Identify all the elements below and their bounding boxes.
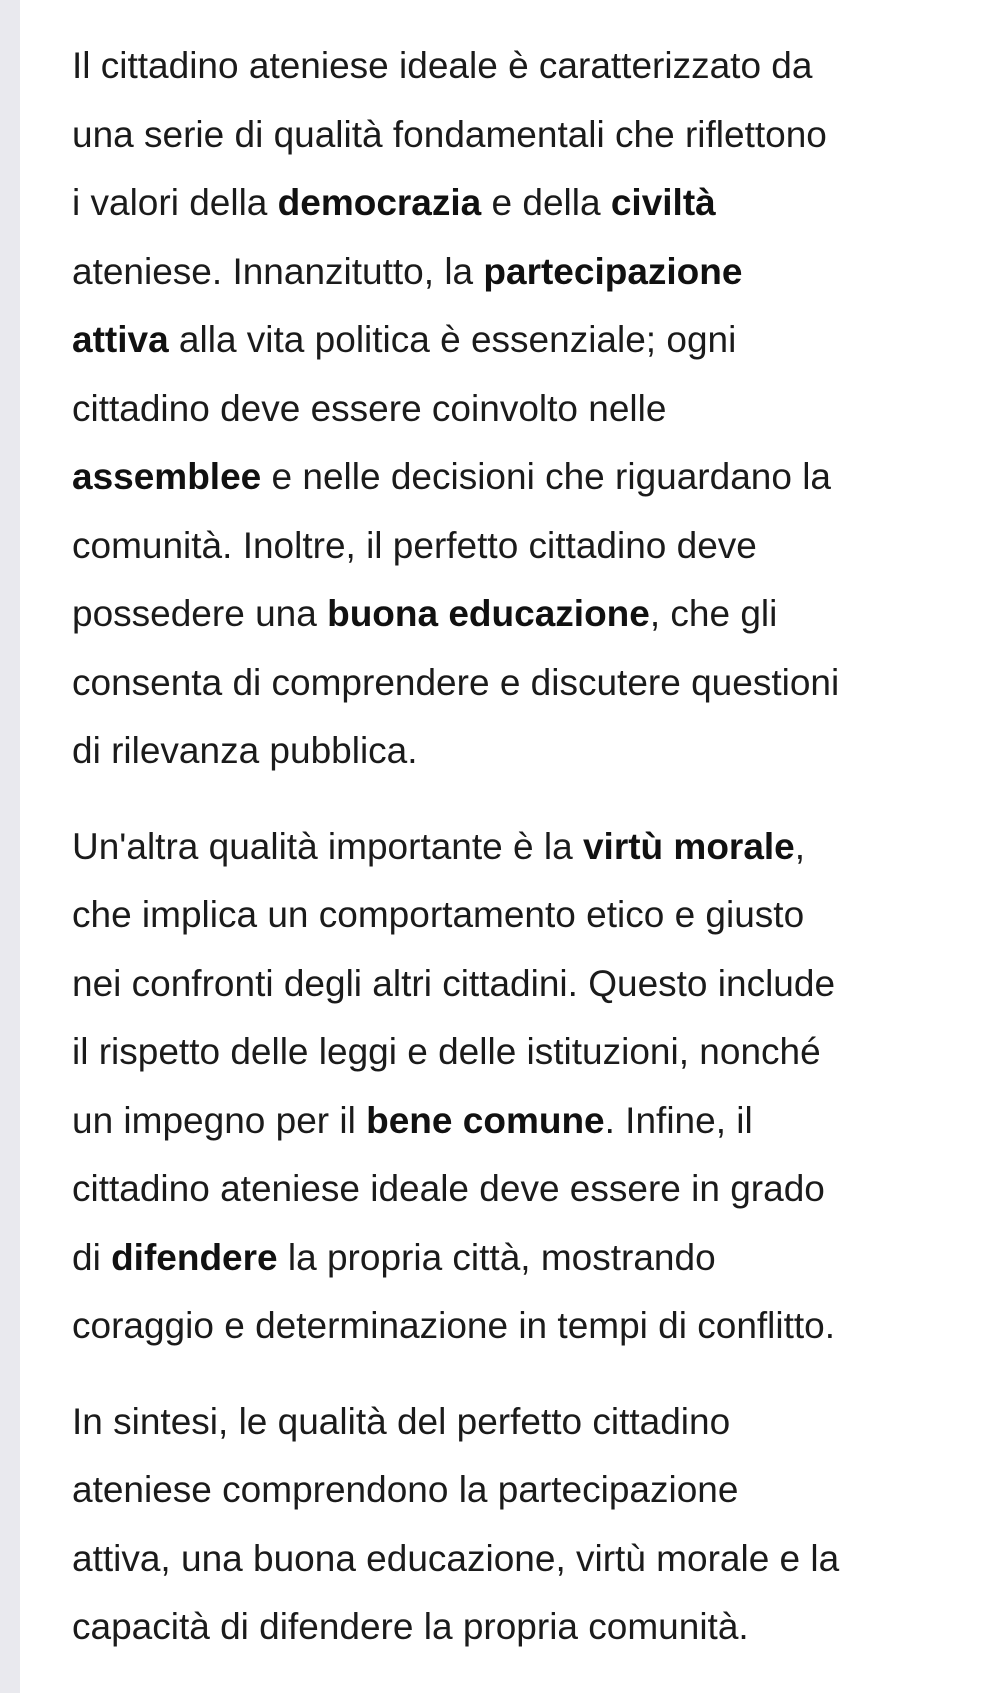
- bold-term: buona educazione: [327, 593, 650, 634]
- text-line: In sintesi, le qualità del perfetto cittadino: [72, 1400, 731, 1442]
- text-line: i valori della democrazia e della civiltà: [72, 182, 716, 223]
- paragraph-3: [72, 1388, 984, 1662]
- text-line: capacità di difendere la propria comunità.: [72, 1606, 749, 1647]
- text-line: Il cittadino ateniese ideale è caratterizzato da: [72, 45, 813, 86]
- text-line: coraggio e determinazione in tempi di conflitto.: [72, 1305, 836, 1346]
- text-line: comunità. Inoltre, il perfetto cittadino deve: [72, 524, 757, 566]
- text-line: ateniese. Innanzitutto, la partecipazione: [72, 250, 743, 292]
- text-line: il rispetto delle leggi e delle istituzioni, nonché: [72, 1031, 821, 1072]
- text-line: consenta di comprendere e discutere questioni: [72, 661, 840, 703]
- paragraph-2: [72, 813, 984, 1361]
- text-line: ateniese comprendono la partecipazione: [72, 1469, 739, 1510]
- text-line: attiva, una buona educazione, virtù morale e la: [72, 1537, 840, 1579]
- text-line: di rilevanza pubblica.: [72, 730, 418, 771]
- bold-term: bene comune: [366, 1099, 605, 1141]
- text-line: nei confronti degli altri cittadini. Questo include: [72, 962, 836, 1004]
- bold-term: civiltà: [610, 182, 716, 223]
- left-scroll-gutter: [0, 0, 20, 1693]
- text-line: che implica un comportamento etico e giusto: [72, 894, 805, 935]
- text-line: assemblee e nelle decisioni che riguardano la: [72, 456, 832, 497]
- text-line: attiva alla vita politica è essenziale; ogni: [72, 319, 737, 360]
- bold-term: assemblee: [72, 456, 262, 497]
- text-line: un impegno per il bene comune. Infine, il: [72, 1099, 753, 1141]
- text-line: Un'altra qualità importante è la virtù morale,: [72, 825, 806, 867]
- message-text: [72, 32, 984, 1662]
- bold-term: partecipazione: [483, 250, 743, 292]
- paragraph-spacer: [72, 786, 984, 813]
- text-line: di difendere la propria città, mostrando: [72, 1236, 716, 1278]
- paragraph-spacer: [72, 1361, 984, 1388]
- bold-term: virtù morale: [582, 825, 795, 867]
- text-line: una serie di qualità fondamentali che riflettono: [72, 113, 827, 155]
- bold-term: attiva: [72, 319, 169, 360]
- paragraph-1: [72, 32, 984, 786]
- bold-term: democrazia: [277, 182, 482, 223]
- text-line: possedere una buona educazione, che gli: [72, 593, 778, 634]
- text-line: cittadino deve essere coinvolto nelle: [72, 387, 667, 429]
- text-line: cittadino ateniese ideale deve essere in grado: [72, 1168, 825, 1209]
- bold-term: difendere: [111, 1236, 278, 1278]
